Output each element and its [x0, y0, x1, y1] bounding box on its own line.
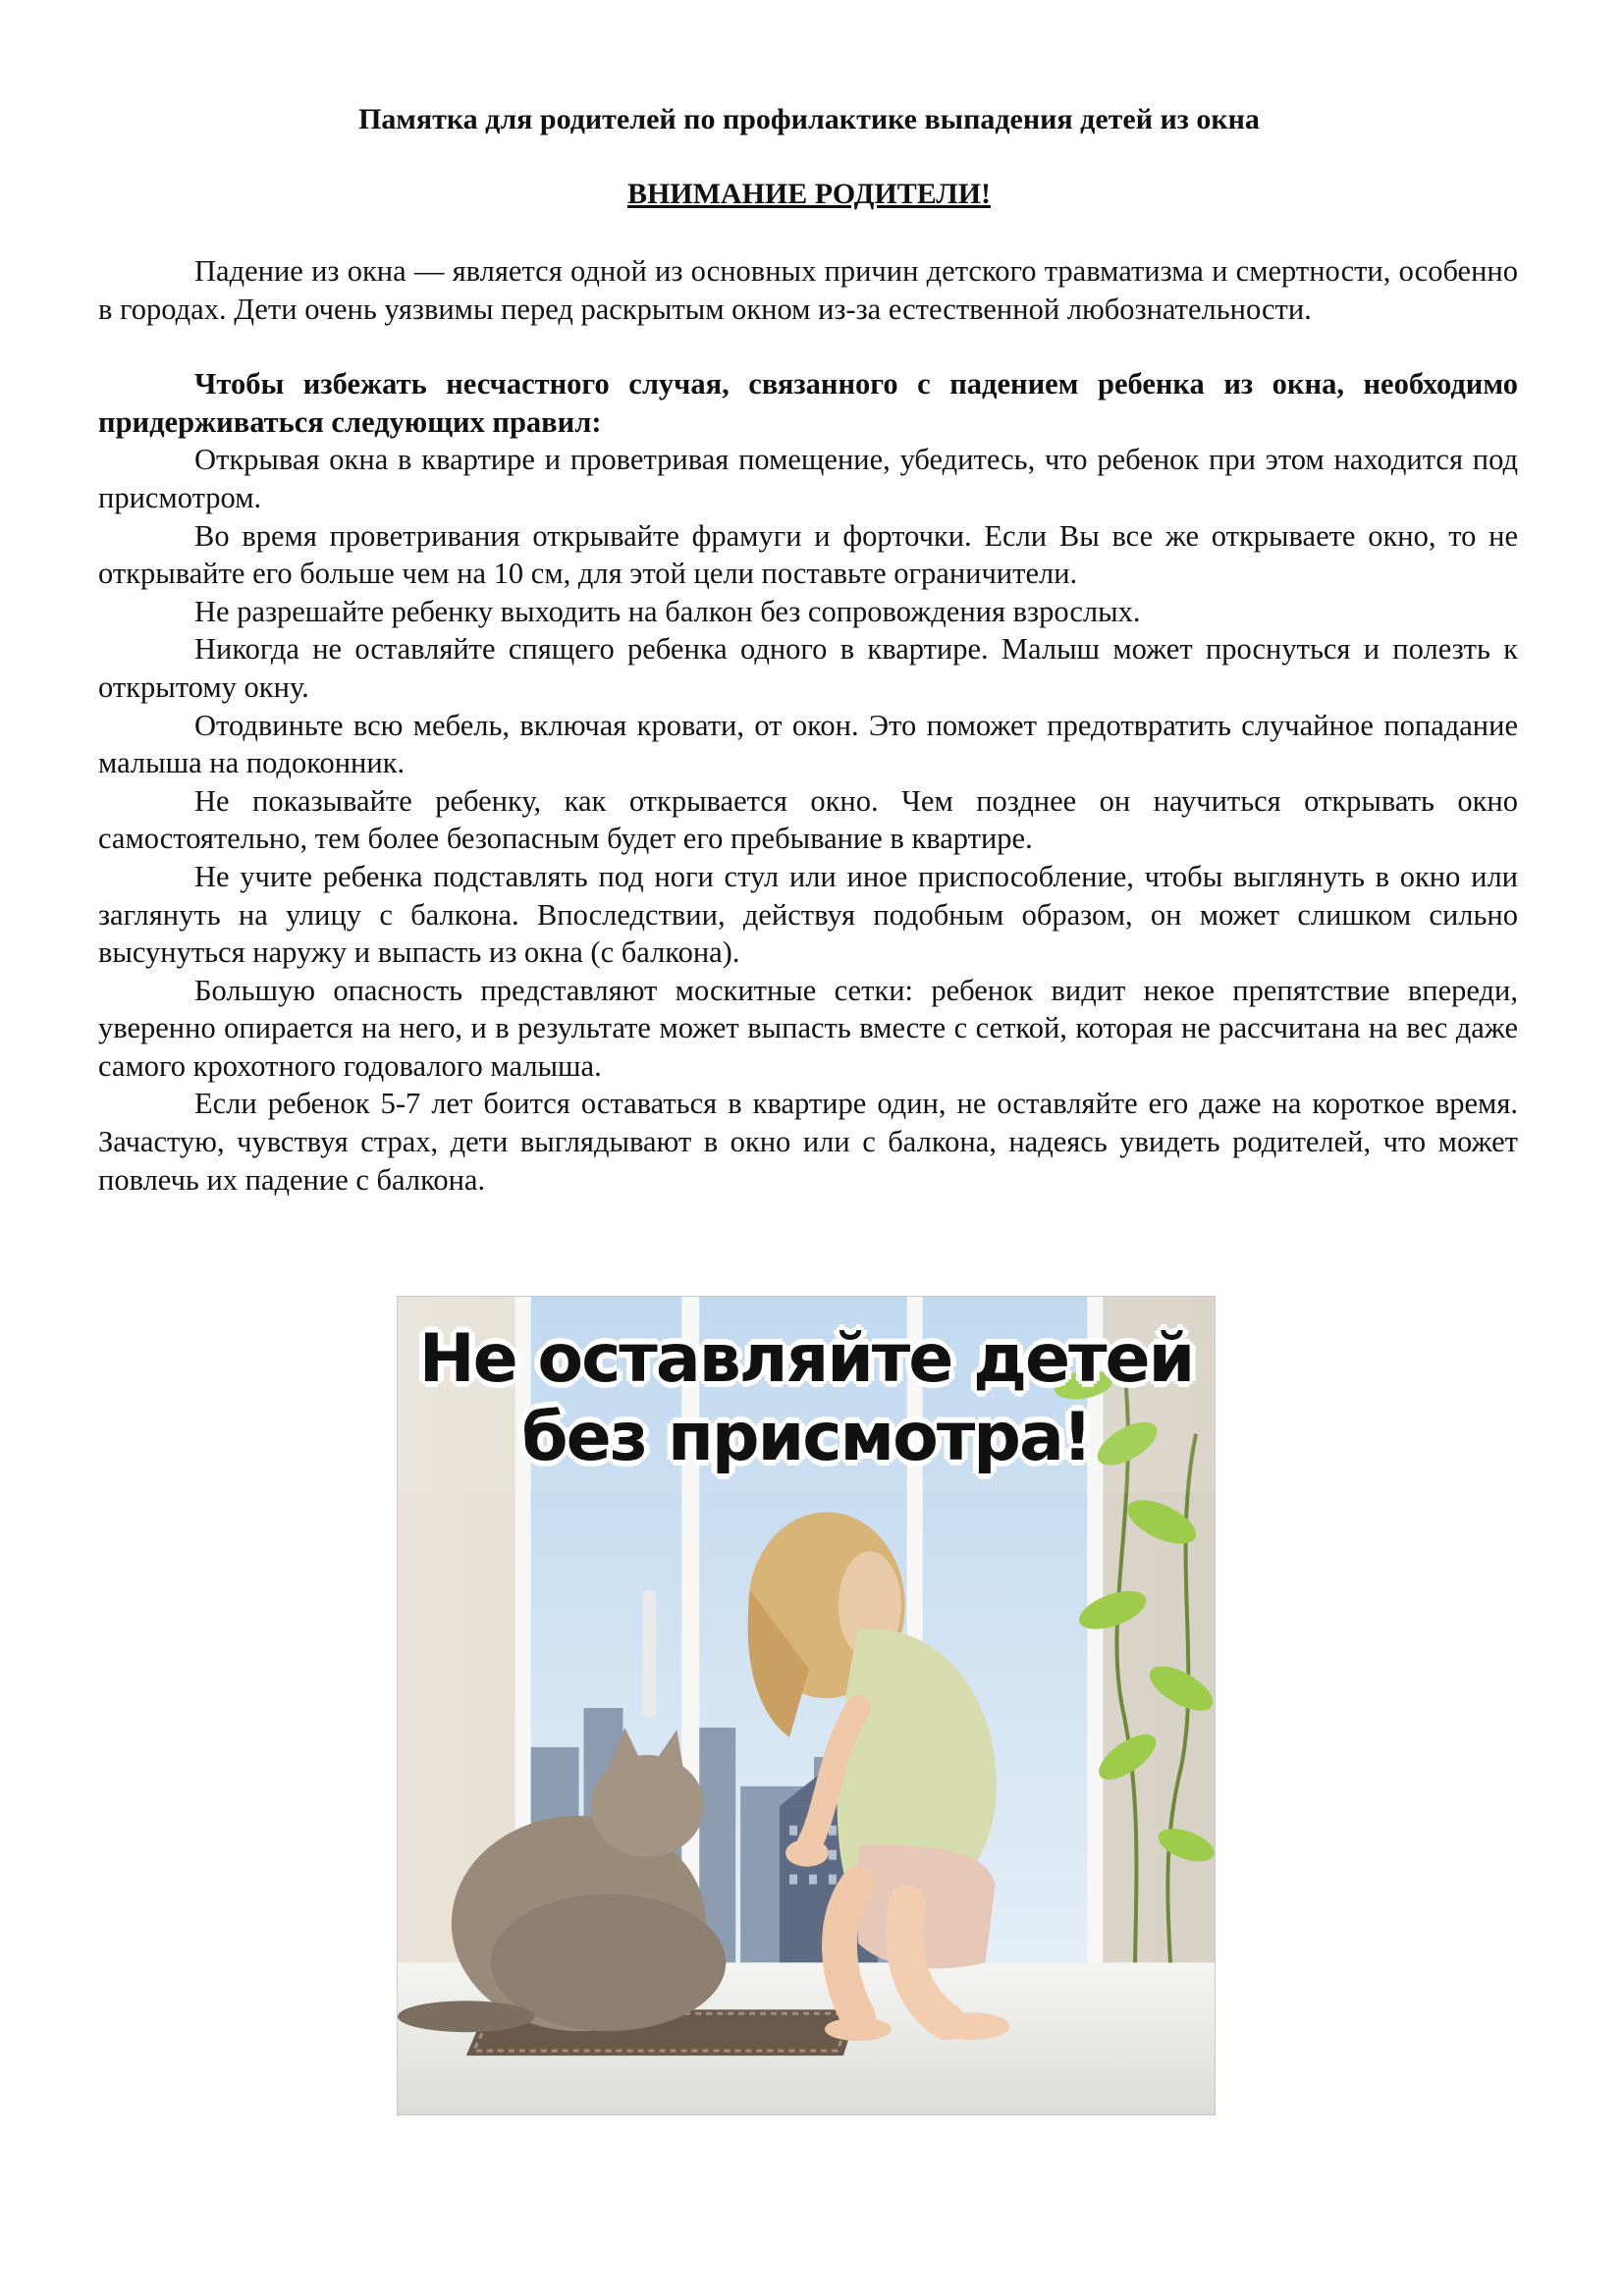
- rule-paragraph: Не показывайте ребенку, как открывается окно. Чем позднее он научиться открывать окно самостоятельно, тем более безопасным будет его пребывание в квартире.: [98, 783, 1518, 856]
- poster-caption-line2: без присмотра!: [521, 1399, 1091, 1476]
- rule-paragraph: Не разрешайте ребенку выходить на балкон без сопровождения взрослых.: [194, 594, 1141, 628]
- rule-paragraph: Если ребенок 5-7 лет боится оставаться в квартире один, не оставляйте его даже на короткое время. Зачастую, чувствуя страх, дети выглядывают в окно или с балкона, надеясь увидеть родителей, что может повлечь их падение с балкона.: [98, 1087, 1518, 1197]
- rule-paragraph: Большую опасность представляют москитные сетки: ребенок видит некое препятствие впереди, уверенно опирается на него, и в результате может выпасть вместе с сеткой, которая не рассчитана на вес даже самого крохотного годовалого малыша.: [98, 973, 1518, 1083]
- document-title: Памятка для родителей по профилактике выпадения детей из окна: [358, 103, 1260, 135]
- rule-paragraph: Во время проветривания открывайте фрамуги и форточки. Если Вы все же открываете окно, то не открывайте его больше чем на 10 см, для этой цели поставьте ограничители.: [98, 518, 1518, 591]
- poster-image: [397, 1296, 1216, 2115]
- attention-heading: ВНИМАНИЕ РОДИТЕЛИ!: [626, 178, 992, 210]
- rule-paragraph: Никогда не оставляйте спящего ребенка одного в квартире. Малыш может проснуться и полезть к открытому окну.: [98, 632, 1518, 704]
- rules-lead-paragraph: Чтобы избежать несчастного случая, связанного с падением ребенка из окна, необходимо придерживаться следующих правил:: [98, 367, 1518, 439]
- intro-paragraph: Падение из окна — является одной из основных причин детского травматизма и смертности, особенно в городах. Дети очень уязвимы перед раскрытым окном из-за естественной любознательности.: [98, 254, 1518, 326]
- rule-paragraph: Открывая окна в квартире и проветривая помещение, убедитесь, что ребенок при этом находится под присмотром.: [98, 443, 1518, 514]
- poster-caption-line1: Не оставляйте детей: [418, 1320, 1194, 1398]
- rule-paragraph: Отодвиньте всю мебель, включая кровати, от окон. Это поможет предотвратить случайное попадание малыша на подоконник.: [98, 708, 1518, 780]
- rule-paragraph: Не учите ребенка подставлять под ноги стул или иное приспособление, чтобы выглянуть в окно или заглянуть на улицу с балкона. Впоследствии, действуя подобным образом, он может слишком сильно высунуться наружу и выпасть из окна (с балкона).: [98, 859, 1518, 970]
- document-body: [98, 252, 1518, 1199]
